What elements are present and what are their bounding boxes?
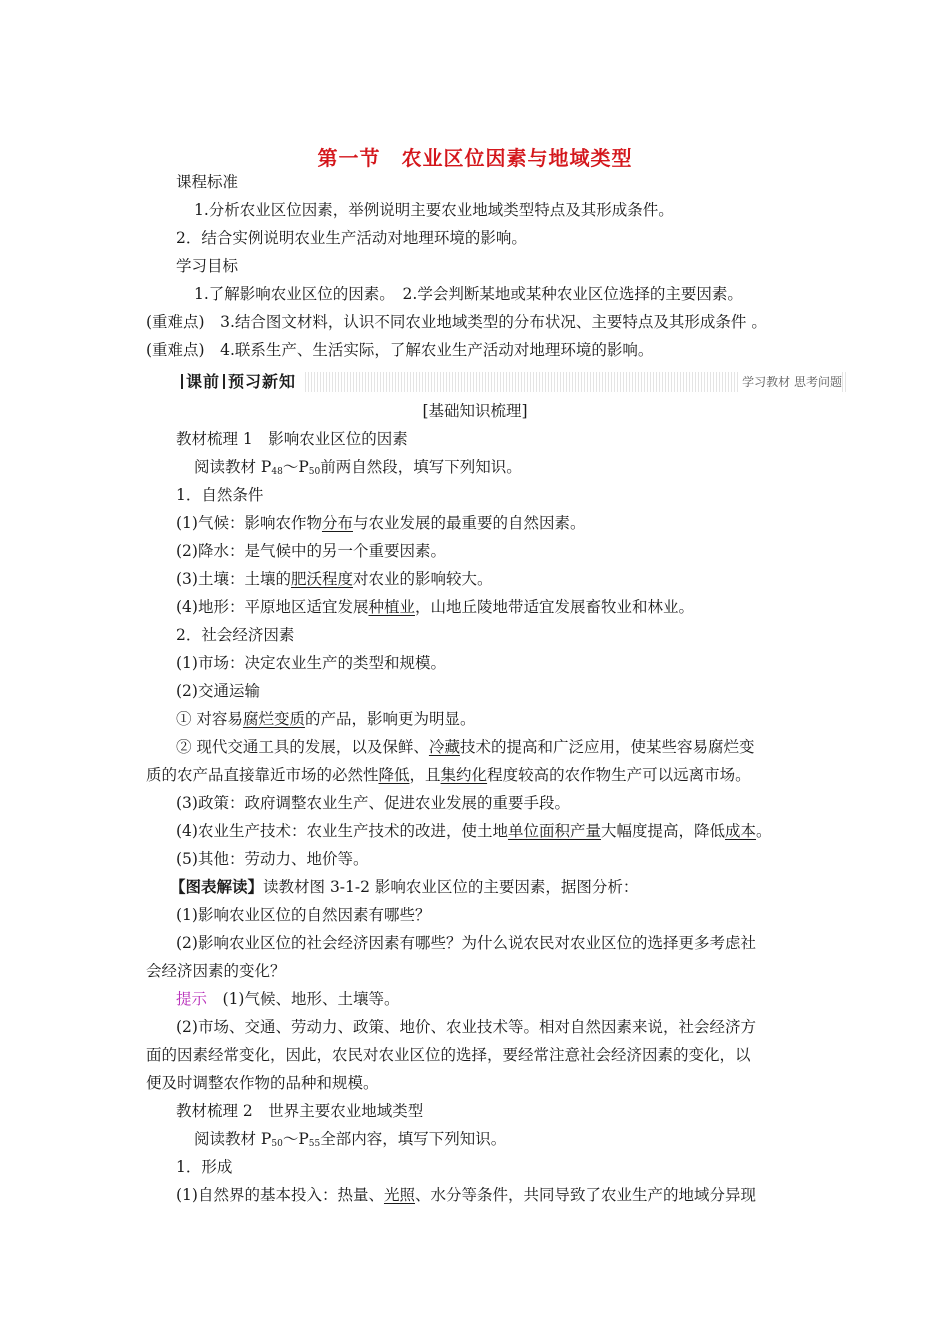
text: (4)农业生产技术：农业生产技术的改进，使土地 xyxy=(176,822,508,840)
text: 技术的提高和广泛应用，使某些容易腐烂变 xyxy=(459,738,755,756)
text: (4)地形：平原地区适宜发展 xyxy=(176,598,369,616)
reading-text: 全部内容，填写下列知识。 xyxy=(320,1130,507,1148)
bar-divider-icon xyxy=(223,374,225,389)
natural-heading: 1．自然条件 xyxy=(176,486,264,504)
blank-answer: 腐烂变质 xyxy=(242,710,305,728)
blank-answer: 分布 xyxy=(321,514,353,532)
question-2b: 会经济因素的变化？ xyxy=(146,962,286,980)
part1-reading xyxy=(194,456,874,483)
blank-answer: 肥沃程度 xyxy=(290,570,353,588)
standards-heading: 课程标准 xyxy=(176,173,239,191)
reading-text: ～P xyxy=(282,1130,309,1148)
item-soil xyxy=(176,568,856,590)
bar-divider-icon xyxy=(181,374,183,389)
section-bar-label xyxy=(176,372,304,392)
text: 程度较高的农作物生产可以远离市场。 xyxy=(487,766,751,784)
text: (1)气候：影响农作物 xyxy=(176,514,322,532)
answer-2a: (2)市场、交通、劳动力、政策、地价、农业技术等。相对自然因素来说，社会经济方 xyxy=(176,1018,756,1036)
blank-answer: 降低 xyxy=(378,766,410,784)
page-start: 48 xyxy=(271,467,283,477)
text: 的产品，影响更为明显。 xyxy=(304,710,476,728)
part2-heading: 教材梳理 2 世界主要农业地域类型 xyxy=(176,1102,424,1120)
objective-line-3: (重难点) 4.联系生产、生活实际，了解农业生产活动对地理环境的影响。 xyxy=(146,341,654,359)
standard-item-1: 1.分析农业区位因素，举例说明主要农业地域类型特点及其形成条件。 xyxy=(194,201,674,219)
answer-1 xyxy=(176,988,856,1010)
hint-label: 提示 xyxy=(176,990,208,1008)
question-2a: (2)影响农业区位的社会经济因素有哪些？为什么说农民对农业区位的选择更多考虑社 xyxy=(176,934,756,952)
blank-answer: 成本 xyxy=(725,822,757,840)
text: (1)气候、地形、土壤等。 xyxy=(207,990,400,1008)
reading-text: ～P xyxy=(282,458,309,476)
text: ，且 xyxy=(409,766,441,784)
item-rain: (2)降水：是气候中的另一个重要因素。 xyxy=(176,542,446,560)
reading-text: 阅读教材 P xyxy=(194,458,272,476)
objective-line-2: (重难点) 3.结合图文材料，认识不同农业地域类型的分布状况、主要特点及其形成条件 。 xyxy=(146,313,767,331)
blank-answer: 光照 xyxy=(383,1186,415,1204)
objective-line-1: 1.了解影响农业区位的因素。 2.学会判断某地或某种农业区位选择的主要因素。 xyxy=(194,285,743,303)
section-bar xyxy=(176,372,848,392)
text: 与农业发展的最重要的自然因素。 xyxy=(352,514,586,532)
text: 读教材图 3-1-2 影响农业区位的主要因素，据图分析： xyxy=(263,878,639,896)
item-terrain xyxy=(176,596,856,618)
text: 对农业的影响较大。 xyxy=(352,570,493,588)
page-end: 55 xyxy=(308,1139,321,1149)
item-tech xyxy=(176,820,856,842)
text: ① 对容易 xyxy=(176,710,243,728)
item-transport-2b xyxy=(146,764,826,786)
blank-answer: 集约化 xyxy=(440,766,488,784)
section-bar-left-a: 课前 xyxy=(186,372,221,391)
text: (1)自然界的基本投入：热量、 xyxy=(176,1186,384,1204)
page-end: 50 xyxy=(308,467,321,477)
form-item-1 xyxy=(176,1184,856,1206)
part2-reading xyxy=(194,1128,874,1155)
item-other: (5)其他：劳动力、地价等。 xyxy=(176,850,369,868)
text: 、水分等条件，共同导致了农业生产的地域分异现 xyxy=(414,1186,756,1204)
item-transport-2a xyxy=(176,736,856,758)
basics-heading: [基础知识梳理] xyxy=(422,402,528,420)
text: (3)土壤：土壤的 xyxy=(176,570,291,588)
section-bar-left-b: 预习新知 xyxy=(228,372,297,391)
answer-2c: 便及时调整农作物的品种和规模。 xyxy=(146,1074,379,1092)
form-heading: 1．形成 xyxy=(176,1158,233,1176)
blank-answer: 单位面积产量 xyxy=(507,822,601,840)
text: 。 xyxy=(756,822,772,840)
part1-heading: 教材梳理 1 影响农业区位的因素 xyxy=(176,430,408,448)
item-market: (1)市场：决定农业生产的类型和规模。 xyxy=(176,654,446,672)
question-1: (1)影响农业区位的自然因素有哪些？ xyxy=(176,906,431,924)
section-bar-right: 学习教材 思考问题 xyxy=(738,372,842,392)
text: 大幅度提高，降低 xyxy=(600,822,725,840)
item-transport-1 xyxy=(176,708,856,730)
text: ，山地丘陵地带适宜发展畜牧业和林业。 xyxy=(414,598,694,616)
standard-item-2: 2．结合实例说明农业生产活动对地理环境的影响。 xyxy=(176,229,527,247)
blank-answer: 种植业 xyxy=(368,598,415,616)
objectives-heading: 学习目标 xyxy=(176,257,239,275)
item-climate xyxy=(176,512,856,534)
reading-text: 阅读教材 P xyxy=(194,1130,272,1148)
blank-answer: 冷藏 xyxy=(428,738,460,756)
chart-interpretation xyxy=(170,876,850,898)
text: 质的农产品直接靠近市场的必然性 xyxy=(146,766,379,784)
page-start: 50 xyxy=(271,1139,283,1149)
reading-text: 前两自然段，填写下列知识。 xyxy=(320,458,522,476)
answer-2b: 面的因素经常变化，因此，农民对农业区位的选择，要经常注意社会经济因素的变化，以 xyxy=(146,1046,751,1064)
item-policy: (3)政策：政府调整农业生产、促进农业发展的重要手段。 xyxy=(176,794,570,812)
item-transport: (2)交通运输 xyxy=(176,682,260,700)
text: ② 现代交通工具的发展，以及保鲜、 xyxy=(176,738,429,756)
chart-tag: 【图表解读】 xyxy=(170,877,264,896)
social-heading: 2．社会经济因素 xyxy=(176,626,295,644)
page-title: 第一节 农业区位因素与地域类型 xyxy=(317,146,633,170)
